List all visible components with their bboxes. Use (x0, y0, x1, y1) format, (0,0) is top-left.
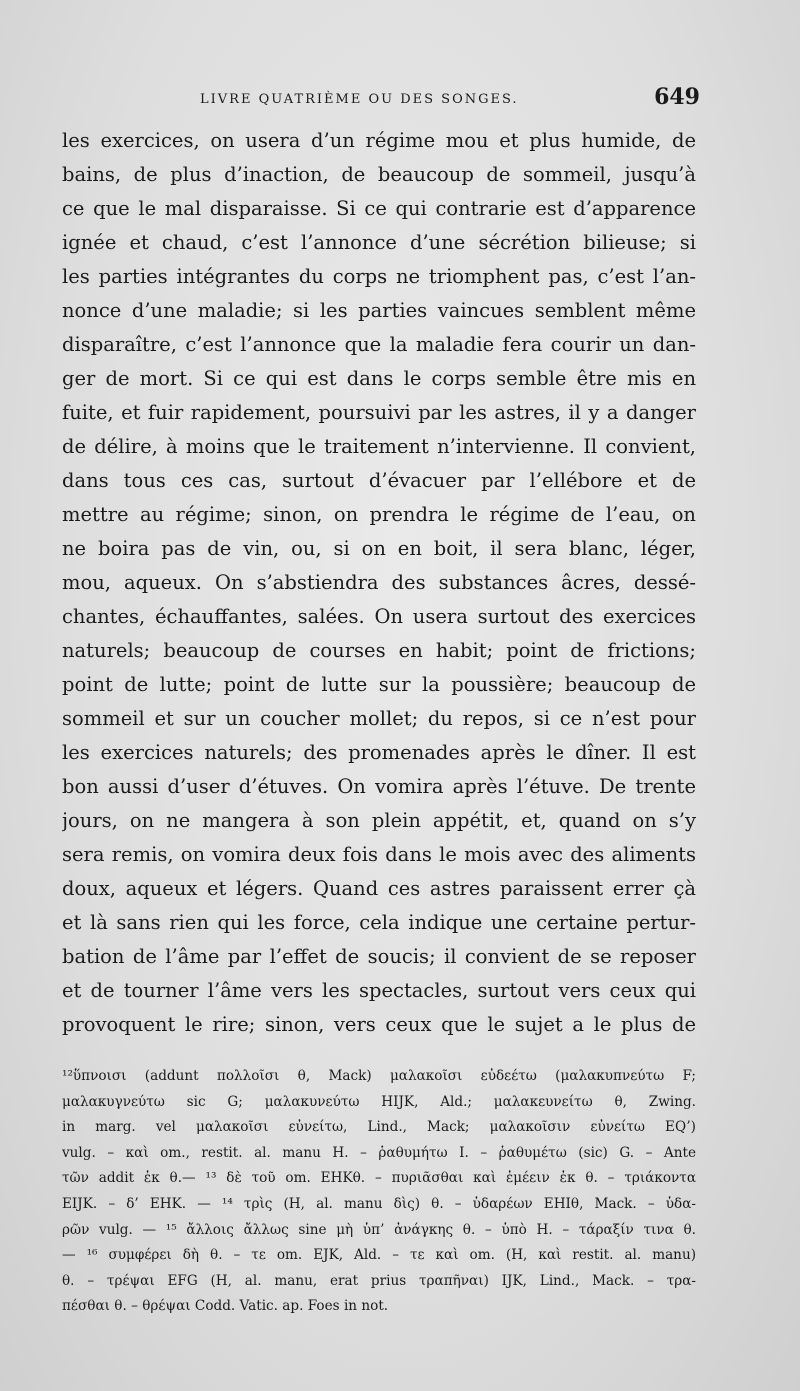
text-line: nonce d’une maladie; si les parties vaincues semblent même (62, 299, 696, 322)
text-line: doux, aqueux et légers. Quand ces astres paraissent errer çà (62, 877, 696, 900)
text-line: les parties intégrantes du corps ne triomphent pas, c’est l’an- (62, 265, 696, 288)
text-line: mettre au régime; sinon, on prendra le régime de l’eau, on (62, 503, 696, 526)
text-line: ne boira pas de vin, ou, si on en boit, il sera blanc, léger, (62, 537, 696, 560)
text-line: les exercices naturels; des promenades après le dîner. Il est (62, 741, 696, 764)
text-line: point de lutte; point de lutte sur la poussière; beaucoup de (62, 673, 696, 696)
text-line: ger de mort. Si ce qui est dans le corps semble être mis en (62, 367, 696, 390)
footnote-line: θ. – τρέψαι EFG (H, al. manu, erat prius τραπῆναι) IJK, Lind., Mack. – τρα- (62, 1272, 696, 1289)
text-line: provoquent le rire; sinon, vers ceux que le sujet a le plus de (62, 1013, 696, 1036)
text-line: ignée et chaud, c’est l’annonce d’une sécrétion bilieuse; si (62, 231, 696, 254)
text-line: sommeil et sur un coucher mollet; du repos, si ce n’est pour (62, 707, 696, 730)
page-number: 649 (654, 84, 700, 110)
text-line: mou, aqueux. On s’abstiendra des substances âcres, dessé- (62, 571, 696, 594)
text-line: et de tourner l’âme vers les spectacles, surtout vers ceux qui (62, 979, 696, 1002)
footnote-line: πέσθαι θ. – θρέψαι Codd. Vatic. ap. Foes in not. (62, 1298, 389, 1315)
running-title: LIVRE QUATRIÈME OU DES SONGES. (200, 92, 519, 107)
text-line: chantes, échauffantes, salées. On usera surtout des exercices (62, 605, 696, 628)
footnote-line: in marg. vel μαλακοῖσι εὐνείτω, Lind., Mack; μαλακοῖσιν εὐνείτω EQ’) (62, 1119, 696, 1136)
text-line: fuite, et fuir rapidement, poursuivi par les astres, il y a danger (62, 401, 696, 424)
footnote-line: vulg. – καὶ om., restit. al. manu H. – ῥαθυμήτω I. – ῥαθυμέτω (sic) G. – Ante (62, 1144, 696, 1161)
footnote-line: — ¹⁶ συμφέρει δὴ θ. – τε om. EJK, Ald. – τε καὶ om. (H, καὶ restit. al. manu) (62, 1247, 696, 1264)
body-text (62, 124, 696, 1042)
text-line: naturels; beaucoup de courses en habit; point de frictions; (62, 639, 696, 662)
footnote-line: EIJK. – δ’ EHK. — ¹⁴ τρὶς (H, al. manu δὶς) θ. – ὑδαρέων EHIθ, Mack. – ὑδα- (62, 1195, 696, 1212)
footnote-line: μαλακυγνεύτω sic G; μαλακυνεύτω HIJK, Ald.; μαλακευνείτω θ, Zwing. (62, 1093, 696, 1110)
text-line: sera remis, on vomira deux fois dans le mois avec des aliments (62, 843, 696, 866)
text-line: bation de l’âme par l’effet de soucis; il convient de se reposer (62, 945, 696, 968)
text-line: ce que le mal disparaisse. Si ce qui contrarie est d’apparence (62, 197, 696, 220)
text-line: de délire, à moins que le traitement n’intervienne. Il convient, (62, 435, 696, 458)
text-line: dans tous ces cas, surtout d’évacuer par l’ellébore et de (62, 469, 696, 492)
text-line: bains, de plus d’inaction, de beaucoup de sommeil, jusqu’à (62, 163, 696, 186)
text-line: jours, on ne mangera à son plein appétit, et, quand on s’y (62, 809, 696, 832)
running-head (60, 82, 700, 122)
text-line: et là sans rien qui les force, cela indique une certaine pertur- (62, 911, 696, 934)
footnote-line: τῶν addit ἐκ θ.— ¹³ δὲ τοῦ om. EHKθ. – πυριᾶσθαι καὶ ἐμέειν ἐκ θ. – τριάκοντα (62, 1170, 696, 1187)
text-line: bon aussi d’user d’étuves. On vomira après l’étuve. De trente (62, 775, 696, 798)
text-line: disparaître, c’est l’annonce que la maladie fera courir un dan- (62, 333, 696, 356)
footnote-line: ¹²ὕπνοισι (addunt πολλοῖσι θ, Mack) μαλακοῖσι εὐδεέτω (μαλακυπνεύτω F; (62, 1068, 696, 1084)
footnote-line: ρῶν vulg. — ¹⁵ ἄλλοις ἄλλως sine μὴ ὑπ’ ἀνάγκης θ. – ὑπὸ H. – τάραξίν τινα θ. (62, 1221, 696, 1238)
text-line: les exercices, on usera d’un régime mou et plus humide, de (62, 129, 696, 152)
footnotes (62, 1064, 696, 1320)
